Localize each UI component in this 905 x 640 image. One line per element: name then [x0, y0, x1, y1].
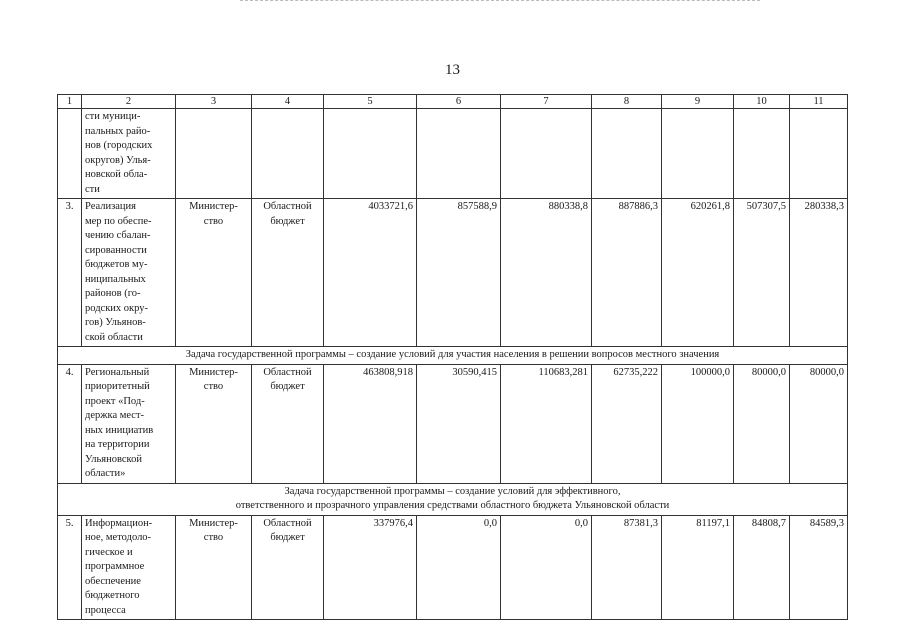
measure-name-line: программное — [85, 561, 145, 572]
table-row — [58, 364, 848, 483]
measure-name-line: мер по обеспе- — [85, 215, 152, 227]
value-cell: 0,0 — [417, 515, 501, 620]
measure-name-line: гическое и — [85, 546, 133, 558]
row-number-cell: 3. — [58, 199, 82, 347]
value-cell: 62735,222 — [592, 364, 662, 483]
executor-line: ство — [203, 532, 224, 543]
value-cell — [790, 109, 848, 199]
column-header: 5 — [324, 95, 417, 109]
measure-name-line: пальных райо- — [85, 125, 151, 137]
funding-source-line: Областной — [263, 366, 312, 378]
measure-name-line: округов) Улья- — [85, 154, 151, 166]
column-header: 6 — [417, 95, 501, 109]
value-cell: 87381,3 — [592, 515, 662, 620]
funding-source-cell — [252, 109, 324, 199]
measure-name-line: районов (го- — [85, 288, 141, 299]
funding-source-cell — [252, 199, 324, 347]
measure-name-line: ниципальных — [85, 273, 146, 285]
executor-cell — [176, 364, 252, 483]
funding-source-cell — [252, 515, 324, 620]
value-cell: 100000,0 — [662, 364, 734, 483]
column-header: 3 — [176, 95, 252, 109]
column-header: 11 — [790, 95, 848, 109]
value-cell: 620261,8 — [662, 199, 734, 347]
column-header: 2 — [82, 95, 176, 109]
measure-name-cell — [82, 364, 176, 483]
funding-source-line: бюджет — [270, 215, 305, 227]
column-header: 7 — [501, 95, 592, 109]
measure-name-line: держка мест- — [85, 410, 145, 421]
measure-name-line: сированности — [85, 244, 147, 256]
measure-name-line: бюджетного — [85, 590, 140, 601]
row-number-cell: 4. — [58, 364, 82, 483]
executor-cell — [176, 109, 252, 199]
value-cell: 463808,918 — [324, 364, 417, 483]
table-row — [58, 515, 848, 620]
value-cell: 80000,0 — [734, 364, 790, 483]
value-cell: 857588,9 — [417, 199, 501, 347]
value-cell: 80000,0 — [790, 364, 848, 483]
header-row — [58, 95, 848, 109]
value-cell: 507307,5 — [734, 199, 790, 347]
budget-table — [57, 94, 848, 620]
measure-name-line: ных инициатив — [85, 424, 154, 436]
value-cell: 0,0 — [501, 515, 592, 620]
measure-name-line: ное, методоло- — [85, 532, 152, 543]
measure-name-line: области» — [85, 468, 126, 479]
executor-line: Министер- — [189, 366, 238, 378]
executor-cell — [176, 515, 252, 620]
value-cell: 280338,3 — [790, 199, 848, 347]
funding-source-line: бюджет — [270, 532, 305, 543]
funding-source-line: Областной — [263, 201, 312, 212]
value-cell — [662, 109, 734, 199]
page-number: 13 — [445, 62, 460, 78]
executor-cell — [176, 199, 252, 347]
funding-source-line: Областной — [263, 517, 312, 529]
executor-line: ство — [203, 381, 224, 392]
measure-name-line: родских окру- — [85, 302, 149, 314]
row-number-cell: 5. — [58, 515, 82, 620]
measure-name-line: бюджетов му- — [85, 259, 148, 270]
table-row — [58, 199, 848, 347]
column-header: 4 — [252, 95, 324, 109]
measure-name-line: сти муници- — [85, 111, 141, 122]
measure-name-line: чению сбалан- — [85, 230, 151, 241]
measure-name-line: гов) Ульянов- — [85, 317, 146, 328]
column-header: 9 — [662, 95, 734, 109]
value-cell: 887886,3 — [592, 199, 662, 347]
value-cell: 81197,1 — [662, 515, 734, 620]
value-cell: 84589,3 — [790, 515, 848, 620]
column-header: 1 — [58, 95, 82, 109]
measure-name-line: на территории — [85, 439, 150, 450]
executor-line: Министер- — [189, 201, 238, 212]
table-row-continuation — [58, 109, 848, 199]
task-heading-line: Задача государственной программы – создание условий для участия населения в решении вопросов местного значения — [185, 349, 720, 360]
executor-line: ство — [203, 215, 224, 227]
task-heading-line: ответственного и прозрачного управления средствами областного бюджета Ульяновской области — [235, 500, 670, 511]
measure-name-line: ской области — [85, 331, 143, 343]
task-heading-line: Задача государственной программы – создание условий для эффективного, — [284, 485, 621, 497]
value-cell: 4033721,6 — [324, 199, 417, 347]
measure-name-line: Реализация — [85, 201, 136, 212]
value-cell — [592, 109, 662, 199]
value-cell: 110683,281 — [501, 364, 592, 483]
value-cell — [501, 109, 592, 199]
task-heading-cell — [58, 347, 848, 365]
measure-name-cell — [82, 109, 176, 199]
funding-source-line: бюджет — [270, 381, 305, 392]
value-cell: 880338,8 — [501, 199, 592, 347]
value-cell: 84808,7 — [734, 515, 790, 620]
value-cell — [734, 109, 790, 199]
measure-name-line: Региональный — [85, 366, 150, 378]
task-heading-cell — [58, 483, 848, 515]
value-cell — [417, 109, 501, 199]
executor-line: Министер- — [189, 517, 238, 529]
measure-name-line: новской обла- — [85, 169, 148, 180]
task-row — [58, 483, 848, 515]
measure-name-cell — [82, 199, 176, 347]
row-number-cell — [58, 109, 82, 199]
scan-edge-artifact — [240, 0, 760, 3]
value-cell: 30590,415 — [417, 364, 501, 483]
value-cell — [324, 109, 417, 199]
measure-name-line: нов (городских — [85, 140, 153, 151]
value-cell: 337976,4 — [324, 515, 417, 620]
funding-source-cell — [252, 364, 324, 483]
measure-name-line: проект «Под- — [85, 395, 145, 407]
measure-name-line: Ульяновской — [85, 453, 142, 465]
task-row — [58, 347, 848, 365]
measure-name-cell — [82, 515, 176, 620]
measure-name-line: сти — [85, 183, 100, 195]
measure-name-line: Информацион- — [85, 517, 153, 529]
column-header: 8 — [592, 95, 662, 109]
measure-name-line: обеспечение — [85, 575, 141, 587]
measure-name-line: процесса — [85, 604, 126, 616]
measure-name-line: приоритетный — [85, 381, 150, 392]
column-header: 10 — [734, 95, 790, 109]
